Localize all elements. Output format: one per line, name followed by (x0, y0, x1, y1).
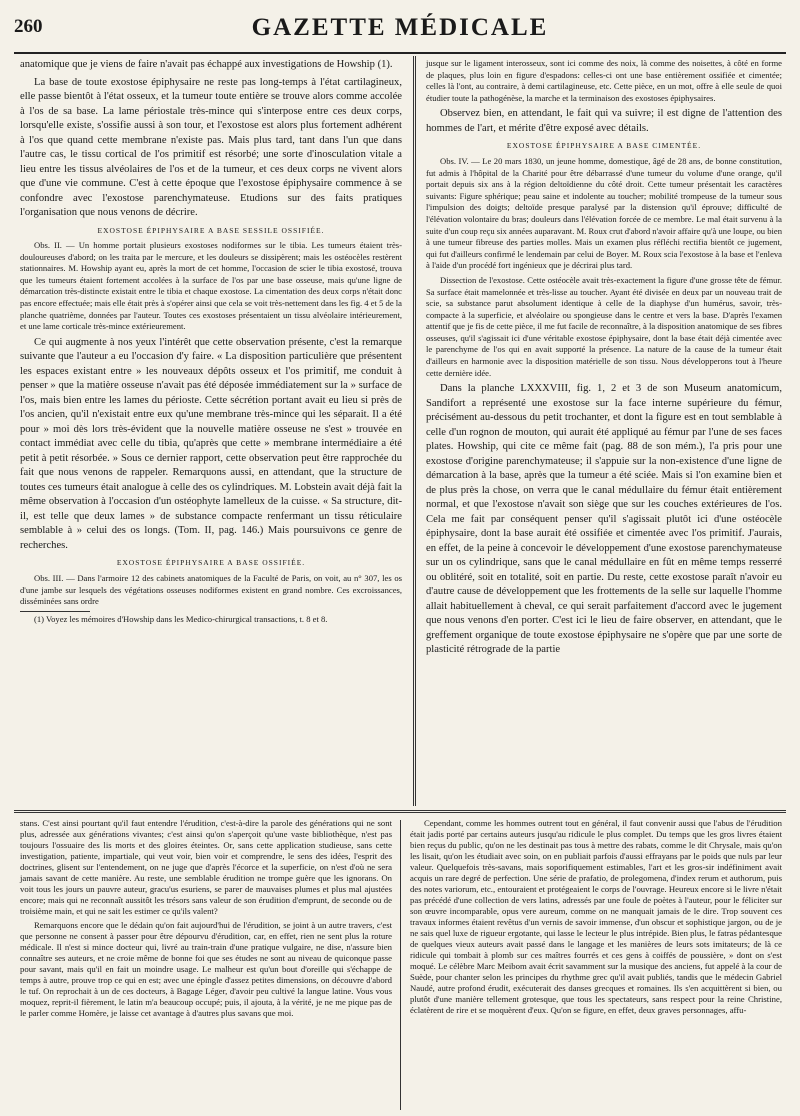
paragraph: Ce qui augmente à nos yeux l'intérêt que cette observation présente, c'est la remarque suivante que l'auteur a eu l'occasion d'y faire. « La disposition particulière que présentent les espaces existant entre » les nouveaux dépôts osseux et l'os primitif, me conduit à penser » que la matière osseuse n'avait pas été déposée immédiatement sur la » surface de l'os, mais bien entre les lames du périoste. Cette sécrétion portant avait eu lieu si près de l'os ancien, qu'il n'existait entre eux qu'une membrane très-mince qui les séparait. Il a été pour » moi dès lors très-évident que la nouvelle matière osseuse ne s'est » trouvée en contact immédiat avec celle du tibia, qu'après que cette » membrane intermédiaire a été petit à petit résorbée. » Sous ce dernier rapport, cette observation peut être rapprochée du fait que nous venons de rappeler. Remarquons aussi, en attendant, que la structure de toutes ces tumeurs était analogue à celle des os cylindriques. M. Lobstein avait déjà fait la même observation à l'occasion d'un ostéophyte lamelleux de la cuisse. « Sa structure, dit-il, est telle que deux lames » de substance compacte renfermant un tissu réticulaire semblable à » celui des os longs. (Tom. II, pag. 146.) Mais poursuivons ce genre de recherches. (20, 336, 402, 551)
header-rule (14, 52, 786, 54)
column-divider (413, 56, 416, 806)
footnote: (1) Voyez les mémoires d'Howship dans les Medico-chirurgical transactions, t. 8 et 8. (34, 613, 328, 624)
dissection-paragraph: Dissection de l'exostose. Cette ostéocèle avait très-exactement la figure d'une grosse tête de fémur. Sa surface était mamelonnée et très-lisse au toucher. Ayant été divisée en deux par un nouveau trait de scie, sa substance parut absolument identique à celle de la diaphyse d'un humérus, savoir, très-compacte à la superficie, et alvéolaire ou spongieuse dans le centre et vers la base. D'après l'examen attentif que je fis de cette pièce, il me fut facile de reconnaître, à la disposition anatomique de ses fibres osseuses, qu'il s'agissait ici d'une véritable exostose épiphysaire, dont la base était déjà cimentée avec le parenchyme de l'os qui en avait supporté la présence. La nature de la cause de la tumeur était d'ailleurs en harmonie avec la disposition matérielle de son tissu. Nous développerons tout à l'heure cette dernière idée. (426, 274, 782, 378)
section-subhead: EXOSTOSE ÉPIPHYSAIRE A BASE SESSILE OSSIFIÉE. (97, 225, 325, 235)
observation-paragraph: Obs. IV. — Le 20 mars 1830, un jeune homme, domestique, âgé de 28 ans, de bonne constitution, fut admis à l'hôpital de la Charité pour être débarrassé d'une tumeur du volume d'une orange, qu'il portait depuis six ans à la région deltoïdienne du côté droit. Cette tumeur présentait les caractères suivants: Figure sphérique; peau saine et indolente au toucher; mobilité trompeuse de la tumeur sous l'impulsion des doigts; deltoïde presque paralysé par la distension qu'il éprouve; difficulté de l'élévation volontaire du bras; douleurs dans l'élévation forcée de ce membre. Le mal était survenu à la suite d'un coup reçu six années auparavant. M. Roux crut d'abord n'avoir affaire qu'à une loupe, ou bien à une tumeur fibreuse des parties molles. Mais un examen plus réfléchi rectifia bientôt ce jugement, qui fut d'ailleurs confirmé le lendemain par celui de Boyer. M. Roux scia l'exostose à la base et l'enleva à l'aide d'un procédé fort ingénieux que je décrirai plus tard. (426, 155, 782, 271)
left-column (20, 58, 402, 628)
footnote-rule (20, 611, 90, 612)
paragraph: La base de toute exostose épiphysaire ne reste pas long-temps à l'état cartilagineux, elle passe bientôt à l'état osseux, et la tumeur toute entière se trouve alors comme accolée à l'os de sa base. La lame périostale très-mince qui s'interpose entre ces deux corps, lorsqu'elle existe, s'ossifie aussi à son tour, et l'exostose est alors plus fortement adhérent à l'os que quand cette membrane n'existe pas. Mais plus tard, tant dans l'un que dans l'autre cas, le tissu cortical de l'os primitif est résorbé; une sorte d'inosculation vitale a lieu entre les tissus alvéolaires de l'os et de la tumeur, et ces deux corps ne vivent alors que d'une vie commune. C'est à cette époque que l'exostose épiphysaire commence à se confondre avec l'exostose parenchymateuse. Etudions sur des faits pratiques l'organisation que nous venons de décrire. (20, 76, 402, 218)
page-header (14, 12, 786, 52)
feuilleton-divider (400, 820, 401, 1110)
feuilleton-paragraph: Remarquons encore que le dédain qu'on fait aujourd'hui de l'érudition, se joint à un autre travers, c'est que personne ne consent à passer pour être dépourvu d'érudition, car, en effet, rien ne sent plus la roture médicale. Il n'est si mince docteur qui, livré au train-train d'une pratique vulgaire, ne dise, n'assure bien connaître ses auteurs, et ne croie même de bonne foi que ses études ne sont au niveau de quiconque passe pour savant, mais qu'il en fait un moindre usage. Le malheur est qu'un bout d'oreille qui s'échappe de temps à autre, prouve trop ce qui en est; avec une épingle d'assez petites dimensions, on découvre d'abord le tuf. On reprochait à un de ces docteurs, à Bagage Léger, d'avoir peu cultivé la langue latine. Vous vous moquez, reprit-il fièrement, le latin m'a beaucoup occupé; puis, il ajouta, à la vérité, je ne me pique pas de le parler comme Homère, je laisse cet avantage à d'autres plus savans que moi. (20, 920, 392, 1018)
feuilleton-paragraph: stans. C'est ainsi pourtant qu'il faut entendre l'érudition, c'est-à-dire la parole des générations qui ne sont plus, adressée aux générations vivantes; c'est ainsi qu'on s'aperçoit qu'une vaste bibliothèque, n'est pas toujours l'ossuaire des lis morts et des gloires éteintes. Or, sans cette application studieuse, sans cette investigation, patiente, impartiale, qui veut voir, bien voir et comprendre, le sens des idées, l'esprit des doctrines, glisent sur l'entendement, on ne juge que d'après l'écorce et la superficie, on n'est d'où ne sera jamais savant de cette manière. Au reste, une semblable érudition ne trompe guère que les ignorans. On voit tous les jours un pauvre auteur, gracu'us esuriens, se parer de mauvaises plumes et plus mal ajustées encore; mais qui ne reconnaît aussitôt les trésors sans valeur de son érudition d'emprunt, de seconde ou de troisième main, et qui ne sait les estimer ce qu'ils valent? (20, 818, 392, 916)
paragraph: jusque sur le ligament interosseux, sont ici comme des noix, là comme des noisettes, à côté en forme de plaques, plus loin en figure d'espadons: celles-ci ont une base entièrement ossifiée et cimentée; celles là l'ont, au contraire, à demi cartilagineuse, etc. Cette pièce, en un mot, offre à elle seule de quoi étudier toute la pathogénèse, la marche et la terminaison des exostoses épiphysaires. (426, 58, 782, 103)
observation-paragraph: Obs. II. — Un homme portait plusieurs exostoses nodiformes sur le tibia. Les tumeurs étaient très-douloureuses d'abord; on les traita par le mercure, et les douleurs se dissipèrent; mais les ostéocèles restèrent stationnaires. M. Howship ayant eu, après la mort de cet homme, l'occasion de scier le tibia exostosé, trouva que les tumeurs étaient fortement accolées à la surface de l'os par une base osseuse, mais qu'une ligne de démarcation très-distincte existait entre le tibia et chaque exostose. La cimentation des deux corps n'était donc pas encore effectuée; mais elle était près à s'opérer ainsi que cela se voit très-nettement dans les fig. 4 et 5 de la planche quatrième, données par l'auteur. Toutes ces exostoses présentaient un tissu alvéolaire intérieurement, et une lame corticale très-mince extérieurement. (20, 240, 402, 332)
section-subhead: EXOSTOSE ÉPIPHYSAIRE A BASE CIMENTÉE. (506, 141, 702, 151)
paragraph: anatomique que je viens de faire n'avait pas échappé aux investigations de Howship (1). (20, 59, 393, 70)
paragraph: Dans la planche LXXXVIII, fig. 1, 2 et 3 de son Museum anatomicum, Sandifort a représenté une exostose sur la face interne supérieure du fémur, précisément au-dessous du petit trochanter, et dont la figure est en tout semblable à celle d'un rognon de mouton, qui aurait été appliqué au fémur par l'une de ses faces plates. Howship, qui cite ce même fait (pag. 88 de son mém.), l'a pris pour une exostose d'origine parenchymateuse; il s'appuie sur la non-existence d'une ligne de démarcation à la base, après que la tumeur a été sciée. Mais si l'on examine bien et de plus près la chose, on verra que le canal médullaire du fémur était entièrement normal, et que l'exostose n'avait son siège que sur les couches extérieures de l'os. Cela me fait par conséquent penser qu'il s'agissait plutôt ici d'une ostéocèle épiphysaire, dont la base aurait été ossifiée et cimentée avec l'os primitif. J'aurais, en effet, de la peine à concevoir le développement d'une exostose parenchymateuse sur un os cylindrique, sans que le canal médullaire en fût en même temps resserré ou oblitéré, soit en totalité, soit en partie. Du reste, cette exostose paraît n'avoir eu d'autre cause de développement que les frottements de la selle sur laquelle l'homme allait habituellement à cheval, ce qui serait parfaitement d'accord avec le jugement que nous venons d'en porter. C'est ici le lieu de faire observer, en attendant, que le greffement organique de toute exostose épiphysaire ne s'opère que par une sorte de plasticité rétrograde de la partie (426, 383, 782, 656)
right-column (426, 58, 782, 661)
page-number: 260 (14, 16, 43, 37)
observation-paragraph: Obs. III. — Dans l'armoire 12 des cabinets anatomiques de la Faculté de Paris, on voit, au n° 307, les os d'une jambe sur lesquels des végétations osseuses nodiformes existent en grand nombre. Ces excroissances, disséminées sans ordre (20, 572, 402, 607)
feuilleton-right-column (410, 818, 782, 1019)
feuilleton-left-column (20, 818, 392, 1022)
paragraph: Observez bien, en attendant, le fait qui va suivre; il est digne de l'attention des hommes de l'art, et mérite d'être exposé avec détails. (426, 108, 782, 134)
feuilleton-paragraph: Cependant, comme les hommes outrent tout en général, il faut convenir aussi que l'abus de l'érudition était jadis porté par certains auteurs jusqu'au ridicule le plus complet. Du temps que les gros livres étaient bien reçus du public, qu'on ne les destinait pas tous à mettre des rabats, comme le dit Chrysale, mais qu'on les lisait, qu'on les étudiait avec soin, on en publiait parfois d'aussi effrayans par le poids que nuls par leur valeur. Quelquefois très-savans, mais soporifiquement estimables, l'art et les gros-sir indéfiniment avait acquis un rare degré de perfection. Une série de prafatio, de prolegomena, d'index rerum et authorum, puis des notes variorum, etc., entouraient et protégeaient le corps de l'ouvrage. Heureux encore si le livre n'était pas précédé d'une collection de vers latins, adressés par une foule de poètes à l'auteur, pour le féliciter sur son œuvre incomparable, opus vere aureum, comme on ne manquait jamais de le dire. Trop souvent ces travaux informes étaient revêtus d'un vernis de savoir immense, d'un obscur et sophistique jargon, ou de je ne sais quel luxe de rigueur ergotante, qui lasse le lecteur le plus intrépide. Bien plus, le fatras pédantesque de quelques vieux auteurs avait passé dans le langage et les manières de leurs sots imitateurs; de là ce ridicule qui tombait à plomb sur ces maîtres fourrés et ces gens à coiffés de poussière, » dont on s'est moqué. Le célèbre Marc Meibom avait écrit savamment sur la musique des anciens, fut appelé à la cour de Suède, pour chanter selon les principes du rhythme grec qu'il avait publiés, tandis que le médecin Gabriel Naudé, autre profond érudit, exécuterait des danses grecques et romaines. Ils s'en acquittèrent si bien, ou plutôt d'une manière tellement grotesque, que tous les spectateurs, sans respect pour la reine Christine, éclatèrent de rire et se moquèrent d'eux. Qu'on se figure, en effet, deux graves personnages, affu- (410, 818, 782, 1015)
section-subhead: EXOSTOSE ÉPIPHYSAIRE A BASE OSSIFIÉE. (116, 558, 306, 568)
journal-title: GAZETTE MÉDICALE (251, 14, 549, 41)
feuilleton-rule (14, 810, 786, 813)
